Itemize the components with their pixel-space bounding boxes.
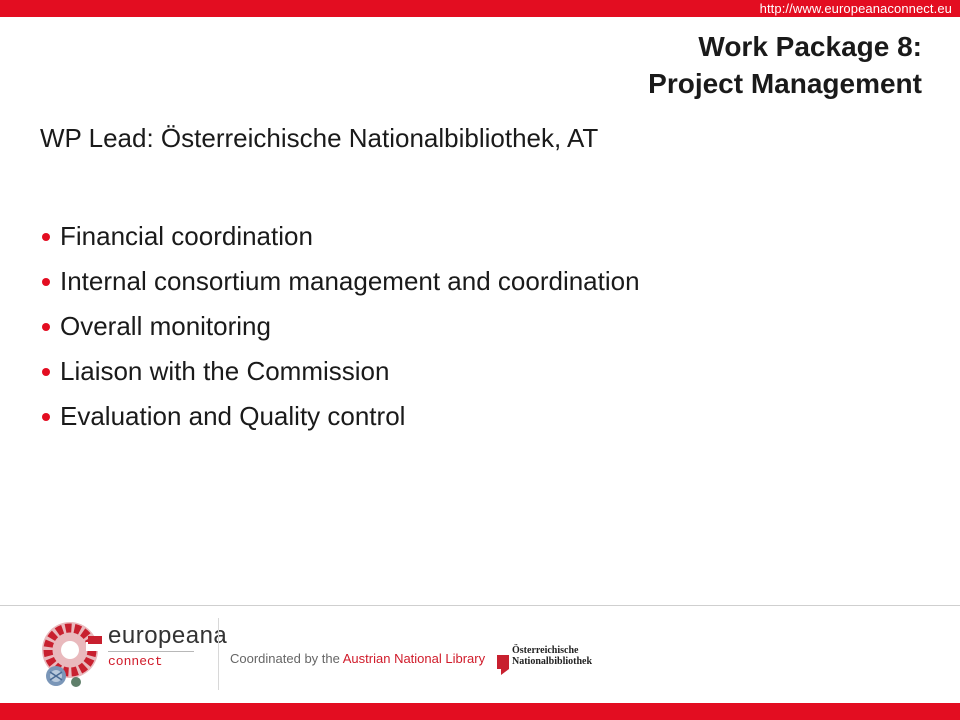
bullet-dot-icon (42, 413, 50, 421)
bullet-text: Financial coordination (60, 221, 313, 251)
coordinated-by-text (230, 651, 485, 667)
bullet-dot-icon (42, 233, 50, 241)
onb-logo-text (512, 645, 592, 667)
footer-bar (0, 703, 960, 720)
europeana-connect-logo (36, 614, 106, 692)
website-url[interactable]: http://www.europeanaconnect.eu (759, 1, 952, 16)
header-bar (0, 0, 960, 17)
title-line-1: Work Package 8: (698, 31, 922, 62)
bullet-text: Evaluation and Quality control (60, 401, 406, 431)
onb-logo-mark (497, 655, 509, 675)
title-line-2: Project Management (648, 68, 922, 99)
bullet-dot-icon (42, 278, 50, 286)
brand-name: europeana (108, 622, 228, 649)
onb-line-2: Nationalbibliothek (512, 656, 593, 667)
bullet-dot-icon (42, 368, 50, 376)
bullet-text: Internal consortium management and coordination (60, 266, 640, 296)
wp-lead-text: WP Lead: Österreichische Nationalbibliothek, AT (40, 123, 599, 153)
bullet-item (40, 394, 640, 439)
bullet-item (40, 304, 640, 349)
brand-subtitle: connect (108, 654, 163, 669)
brand-rule (108, 651, 194, 652)
footer-separator (218, 618, 219, 690)
coordinated-prefix: Coordinated by the (230, 651, 340, 666)
bullet-text: Liaison with the Commission (60, 356, 390, 386)
bullet-text: Overall monitoring (60, 311, 271, 341)
bullet-dot-icon (42, 323, 50, 331)
bullet-item (40, 214, 640, 259)
coordinated-org: Austrian National Library (342, 651, 486, 666)
slide-title (648, 28, 922, 102)
bullet-list (40, 214, 640, 439)
bullet-item (40, 259, 640, 304)
onb-line-1: Österreichische (512, 645, 579, 656)
bullet-item (40, 349, 640, 394)
footer-divider (0, 605, 960, 606)
